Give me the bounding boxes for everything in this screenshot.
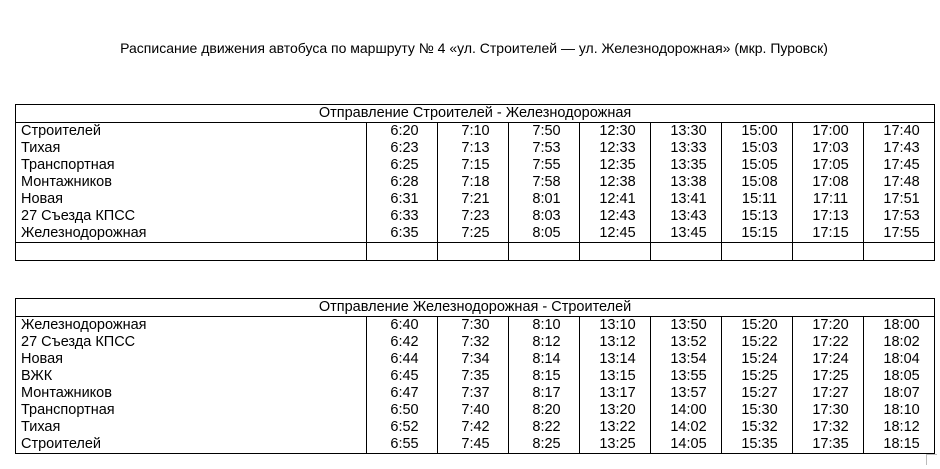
empty-cell — [438, 243, 509, 261]
table-row — [16, 385, 935, 402]
departure-time: 15:30 — [722, 402, 793, 419]
departure-time: 8:10 — [509, 317, 580, 335]
departure-time: 17:15 — [793, 225, 864, 243]
table-row-empty — [16, 243, 935, 261]
departure-time: 6:55 — [367, 436, 438, 454]
departure-time: 6:33 — [367, 208, 438, 225]
departure-time: 15:08 — [722, 174, 793, 191]
departure-time: 6:23 — [367, 140, 438, 157]
departure-time: 17:27 — [793, 385, 864, 402]
departure-time: 17:05 — [793, 157, 864, 174]
departure-time: 14:05 — [651, 436, 722, 454]
departure-time: 7:13 — [438, 140, 509, 157]
table-row — [16, 436, 935, 454]
departure-time: 7:42 — [438, 419, 509, 436]
departure-time: 7:34 — [438, 351, 509, 368]
stop-name: Транспортная — [16, 157, 367, 174]
departure-time: 17:22 — [793, 334, 864, 351]
departure-time: 13:43 — [651, 208, 722, 225]
stop-name: Строителей — [16, 123, 367, 141]
departure-time: 7:58 — [509, 174, 580, 191]
departure-time: 15:15 — [722, 225, 793, 243]
empty-cell — [722, 243, 793, 261]
departure-time: 18:04 — [864, 351, 935, 368]
departure-time: 13:54 — [651, 351, 722, 368]
departure-time: 15:22 — [722, 334, 793, 351]
table-row — [16, 123, 935, 141]
departure-time: 13:12 — [580, 334, 651, 351]
table-row — [16, 351, 935, 368]
departure-time: 17:48 — [864, 174, 935, 191]
departure-time: 7:32 — [438, 334, 509, 351]
empty-cell — [864, 243, 935, 261]
departure-time: 18:15 — [864, 436, 935, 454]
departure-time: 17:40 — [864, 123, 935, 141]
departure-time: 14:02 — [651, 419, 722, 436]
table-row — [16, 317, 935, 335]
departure-time: 15:00 — [722, 123, 793, 141]
table-caption: Отправление Железнодорожная - Строителей — [16, 299, 935, 317]
departure-time: 7:10 — [438, 123, 509, 141]
table-row — [16, 368, 935, 385]
departure-time: 6:25 — [367, 157, 438, 174]
stop-name: 27 Съезда КПСС — [16, 334, 367, 351]
table-row — [16, 157, 935, 174]
departure-time: 17:13 — [793, 208, 864, 225]
empty-cell — [651, 243, 722, 261]
departure-time: 18:00 — [864, 317, 935, 335]
stop-name: Транспортная — [16, 402, 367, 419]
departure-time: 18:05 — [864, 368, 935, 385]
stop-name: Тихая — [16, 419, 367, 436]
table-row — [16, 191, 935, 208]
departure-time: 15:20 — [722, 317, 793, 335]
departure-time: 6:50 — [367, 402, 438, 419]
departure-time: 8:22 — [509, 419, 580, 436]
departure-time: 8:20 — [509, 402, 580, 419]
departure-time: 13:20 — [580, 402, 651, 419]
table-row — [16, 208, 935, 225]
departure-time: 15:11 — [722, 191, 793, 208]
departure-time: 12:41 — [580, 191, 651, 208]
empty-cell — [509, 243, 580, 261]
departure-time: 7:45 — [438, 436, 509, 454]
departure-time: 8:15 — [509, 368, 580, 385]
departure-time: 13:17 — [580, 385, 651, 402]
table-row — [16, 140, 935, 157]
departure-time: 8:17 — [509, 385, 580, 402]
departure-time: 7:15 — [438, 157, 509, 174]
departure-time: 17:24 — [793, 351, 864, 368]
departure-time: 13:45 — [651, 225, 722, 243]
departure-time: 17:43 — [864, 140, 935, 157]
departure-time: 18:10 — [864, 402, 935, 419]
departure-time: 15:13 — [722, 208, 793, 225]
departure-time: 12:35 — [580, 157, 651, 174]
departure-time: 13:57 — [651, 385, 722, 402]
departure-time: 12:33 — [580, 140, 651, 157]
departure-time: 17:03 — [793, 140, 864, 157]
stop-name: Строителей — [16, 436, 367, 454]
departure-time: 7:55 — [509, 157, 580, 174]
departure-time: 8:14 — [509, 351, 580, 368]
departure-time: 13:33 — [651, 140, 722, 157]
schedule-table-return — [15, 298, 935, 454]
departure-time: 13:25 — [580, 436, 651, 454]
departure-time: 6:47 — [367, 385, 438, 402]
departure-time: 7:21 — [438, 191, 509, 208]
departure-time: 17:32 — [793, 419, 864, 436]
departure-time: 15:24 — [722, 351, 793, 368]
departure-time: 13:52 — [651, 334, 722, 351]
departure-time: 6:31 — [367, 191, 438, 208]
departure-time: 8:12 — [509, 334, 580, 351]
departure-time: 7:25 — [438, 225, 509, 243]
stop-name: ВЖК — [16, 368, 367, 385]
departure-time: 7:35 — [438, 368, 509, 385]
departure-time: 7:37 — [438, 385, 509, 402]
departure-time: 17:20 — [793, 317, 864, 335]
departure-time: 12:45 — [580, 225, 651, 243]
departure-time: 6:45 — [367, 368, 438, 385]
departure-time: 7:40 — [438, 402, 509, 419]
departure-time: 17:30 — [793, 402, 864, 419]
departure-time: 12:43 — [580, 208, 651, 225]
departure-time: 18:12 — [864, 419, 935, 436]
departure-time: 15:27 — [722, 385, 793, 402]
stop-name: Монтажников — [16, 174, 367, 191]
departure-time: 13:38 — [651, 174, 722, 191]
departure-time: 15:25 — [722, 368, 793, 385]
stop-name: Железнодорожная — [16, 317, 367, 335]
departure-time: 6:20 — [367, 123, 438, 141]
table-caption-row — [16, 105, 935, 123]
empty-cell — [580, 243, 651, 261]
departure-time: 15:05 — [722, 157, 793, 174]
departure-time: 6:52 — [367, 419, 438, 436]
departure-time: 17:53 — [864, 208, 935, 225]
departure-time: 18:02 — [864, 334, 935, 351]
departure-time: 15:03 — [722, 140, 793, 157]
departure-time: 17:08 — [793, 174, 864, 191]
departure-time: 13:15 — [580, 368, 651, 385]
departure-time: 17:25 — [793, 368, 864, 385]
departure-time: 17:51 — [864, 191, 935, 208]
table-caption: Отправление Строителей - Железнодорожная — [16, 105, 935, 123]
stop-name: Железнодорожная — [16, 225, 367, 243]
departure-time: 13:55 — [651, 368, 722, 385]
table-row — [16, 402, 935, 419]
stop-name: Новая — [16, 351, 367, 368]
departure-time: 13:35 — [651, 157, 722, 174]
table-row — [16, 174, 935, 191]
departure-time: 13:50 — [651, 317, 722, 335]
stop-name: Новая — [16, 191, 367, 208]
departure-time: 13:14 — [580, 351, 651, 368]
departure-time: 7:18 — [438, 174, 509, 191]
departure-time: 12:30 — [580, 123, 651, 141]
empty-cell — [367, 243, 438, 261]
table-caption-row — [16, 299, 935, 317]
departure-time: 13:30 — [651, 123, 722, 141]
document-title: Расписание движения автобуса по маршруту № 4 «ул. Строителей — ул. Железнодорожная» (мкр. Пуровск) — [120, 40, 828, 56]
departure-time: 14:00 — [651, 402, 722, 419]
departure-time: 12:38 — [580, 174, 651, 191]
departure-time: 18:07 — [864, 385, 935, 402]
departure-time: 17:45 — [864, 157, 935, 174]
departure-time: 7:50 — [509, 123, 580, 141]
stop-name: Монтажников — [16, 385, 367, 402]
table-row — [16, 419, 935, 436]
departure-time: 13:22 — [580, 419, 651, 436]
departure-time: 17:11 — [793, 191, 864, 208]
departure-time: 13:10 — [580, 317, 651, 335]
empty-cell — [16, 243, 367, 261]
departure-time: 7:23 — [438, 208, 509, 225]
departure-time: 6:40 — [367, 317, 438, 335]
departure-time: 6:28 — [367, 174, 438, 191]
departure-time: 8:25 — [509, 436, 580, 454]
table-row — [16, 225, 935, 243]
departure-time: 6:42 — [367, 334, 438, 351]
departure-time: 7:30 — [438, 317, 509, 335]
departure-time: 6:35 — [367, 225, 438, 243]
departure-time: 8:05 — [509, 225, 580, 243]
departure-time: 6:44 — [367, 351, 438, 368]
departure-time: 7:53 — [509, 140, 580, 157]
departure-time: 15:35 — [722, 436, 793, 454]
departure-time: 8:03 — [509, 208, 580, 225]
departure-time: 17:35 — [793, 436, 864, 454]
stop-name: Тихая — [16, 140, 367, 157]
departure-time: 13:41 — [651, 191, 722, 208]
departure-time: 15:32 — [722, 419, 793, 436]
departure-time: 17:55 — [864, 225, 935, 243]
page-corner-mark — [926, 454, 937, 465]
table-row — [16, 334, 935, 351]
stop-name: 27 Съезда КПСС — [16, 208, 367, 225]
departure-time: 17:00 — [793, 123, 864, 141]
empty-cell — [793, 243, 864, 261]
schedule-table-outbound — [15, 104, 935, 261]
departure-time: 8:01 — [509, 191, 580, 208]
